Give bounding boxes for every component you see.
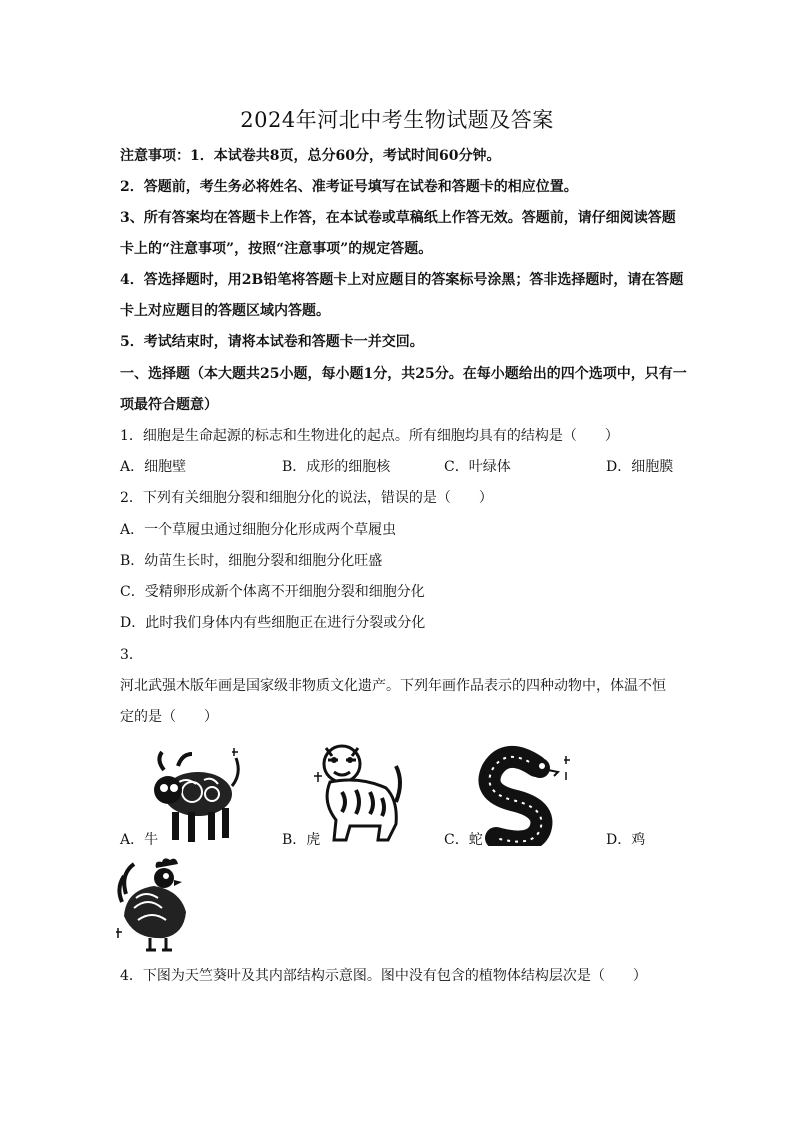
q1-option-a: A．细胞壁	[120, 459, 187, 475]
q3-option-b: B．虎	[282, 832, 321, 848]
q1-option-d: D．细胞膜	[606, 459, 674, 475]
q2-option-d: D．此时我们身体内有些细胞正在进行分裂或分化	[120, 615, 426, 631]
notice-line-5: 4．答选择题时，用2B铅笔将答题卡上对应题目的答案标号涂黑；答非选择题时，请在答题	[120, 272, 684, 288]
section-heading-line-1: 一、选择题（本大题共25小题，每小题1分，共25分。在每小题给出的四个选项中，只有一	[120, 366, 687, 382]
q3-option-c: C．蛇	[444, 832, 483, 848]
q2-option-a: A．一个草履虫通过细胞分化形成两个草履虫	[120, 522, 397, 538]
question-3-stem-line-2: 定的是（ ）	[120, 709, 218, 725]
question-3-stem-line-1: 河北武强木版年画是国家级非物质文化遗产。下列年画作品表示的四种动物中，体温不恒	[120, 678, 666, 694]
notice-line-3: 3、所有答案均在答题卡上作答，在本试卷或草稿纸上作答无效。答题前，请仔细阅读答题	[120, 210, 676, 226]
notice-line-7: 5．考试结束时，请将本试卷和答题卡一并交回。	[120, 334, 424, 350]
tiger-woodcut-image	[312, 742, 404, 850]
question-3-number: 3．	[120, 647, 143, 663]
ox-woodcut-image	[146, 742, 242, 856]
page-title: 2024年河北中考生物试题及答案	[240, 108, 554, 132]
q1-option-c: C．叶绿体	[444, 459, 511, 475]
rooster-woodcut-image	[116, 858, 200, 958]
q3-option-d: D．鸡	[606, 832, 646, 848]
snake-woodcut-image	[478, 742, 578, 850]
notice-line-4: 卡上的“注意事项”，按照“注意事项”的规定答题。	[120, 241, 433, 257]
q3-option-a: A．牛	[120, 832, 159, 848]
question-4-stem: 4．下图为天竺葵叶及其内部结构示意图。图中没有包含的植物体结构层次是（ ）	[120, 968, 647, 984]
q1-option-b: B．成形的细胞核	[282, 459, 391, 475]
notice-line-2: 2．答题前，考生务必将姓名、准考证号填写在试卷和答题卡的相应位置。	[120, 179, 578, 195]
notice-line-1: 注意事项：1．本试卷共8页，总分60分，考试时间60分钟。	[120, 148, 501, 164]
q2-option-c: C．受精卵形成新个体离不开细胞分裂和细胞分化	[120, 584, 425, 600]
question-2-stem: 2．下列有关细胞分裂和细胞分化的说法，错误的是（ ）	[120, 490, 493, 506]
question-1-stem: 1．细胞是生命起源的标志和生物进化的起点。所有细胞均具有的结构是（ ）	[120, 428, 619, 444]
notice-line-6: 卡上对应题目的答题区域内答题。	[120, 303, 330, 319]
q2-option-b: B．幼苗生长时，细胞分裂和细胞分化旺盛	[120, 553, 383, 569]
section-heading-line-2: 项最符合题意）	[120, 397, 218, 413]
